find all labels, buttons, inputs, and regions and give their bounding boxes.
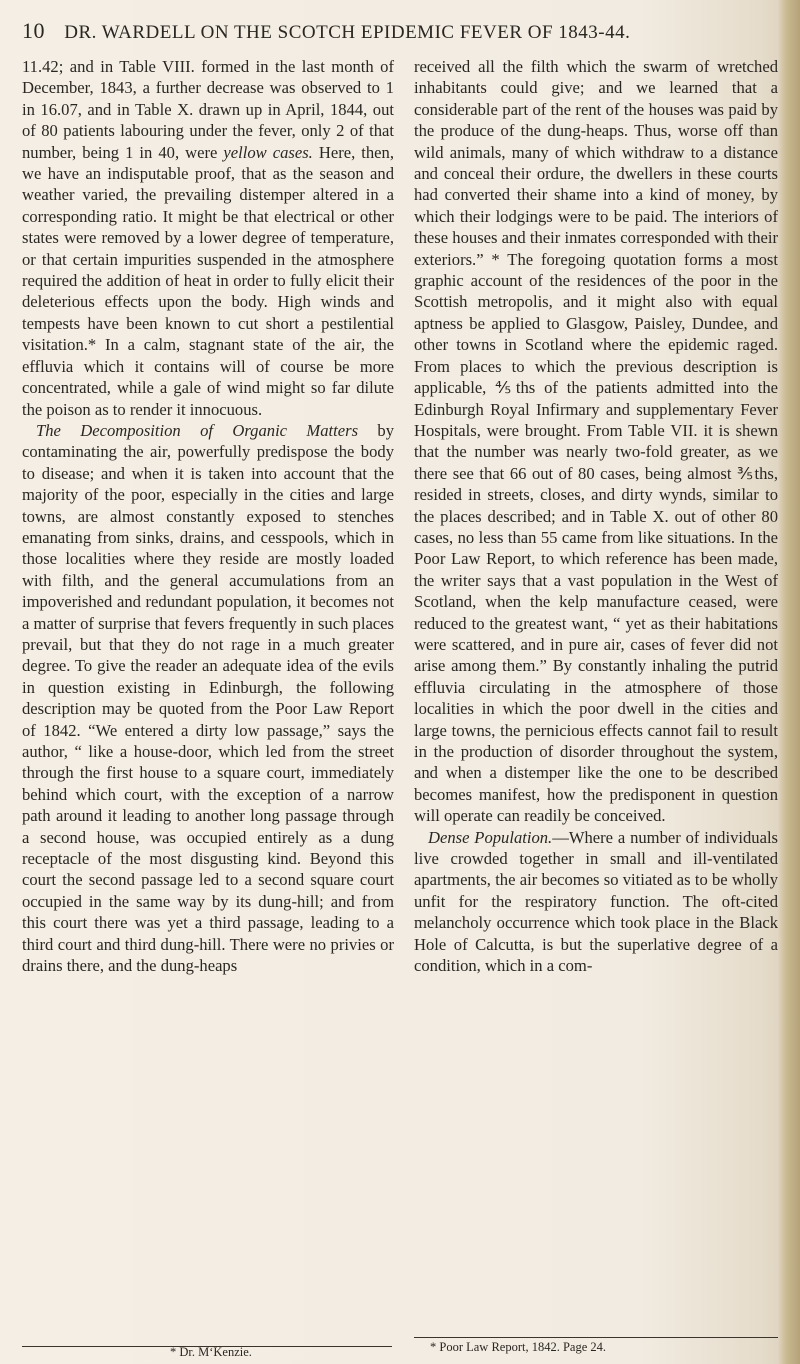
text-run: Here, then, we have an indisputable proof, that as the season and weather varied, the prevailing distemper altered in a corresponding ratio. It might be that electrical or other states were removed by a lower degree of temperature, or that certain impurities suspended in the atmosphere required the addition of heat in order to fully elicit their deleterious effects upon the body. High winds and tempests have been known to cut short a pestilential visitation.* In a calm, stagnant state of the air, the effluvia which it contains will of course be more concentrated, while a gale of wind might so far dilute the poison as to render it innocuous.: [22, 142, 394, 419]
left-column: [22, 56, 394, 976]
right-paragraph-1: received all the filth which the swarm of wretched inhabitants could give; and we learned that a considerable part of the rent of the houses was paid by the produce of the dung-heaps. Thus, worse off than wild animals, many of which withdraw to a distance and conceal their ordure, the dwellers in these courts had converted their shame into a kind of money, by which their lodgings were to be paid. The interiors of these houses and their inmates corresponded with their exteriors.” * The foregoing quotation forms a most graphic account of the residences of the poor in the Scottish metropolis, and it might also with equal aptness be applied to Glasgow, Paisley, Dundee, and other towns in Scotland where the epidemic raged. From places to which the previous description is applicable, ⅘ths of the patients admitted into the Edinburgh Royal Infirmary and supplementary Fever Hospitals, were brought. From Table VII. it is shewn that the number was nearly two-fold greater, as we there see that 66 out of 80 cases, being almost ⅗ths, resided in streets, closes, and dirty wynds, similar to the places described; and in Table X. out of other 80 cases, no less than 55 came from like situations. In the Poor Law Report, to which reference has been made, the writer says that a vast population in the West of Scotland, when the kelp manufacture ceased, were reduced to the greatest want, “ yet as their habitations were scattered, and in pure air, cases of fever did not arise among them.” By constantly inhaling the putrid effluvia circulating in the atmosphere of those localities in which the poor dwell in the cities and large towns, the pernicious effects cannot fail to result in the production of disorder throughout the system, and when a distemper like the one to be described becomes manifest, how the predisponent in question will operate can readily be conceived.: [414, 57, 778, 826]
text-run: by contaminating the air, powerfully predispose the body to disease; and when it is taken into account that the majority of the poor, especially in the cities and large towns, are almost constantly exposed to stenches emanating from sinks, drains, and cesspools, which in those localities where they reside are mostly loaded with filth, and the general accumulations from an impoverished and redundant population, it becomes not a matter of surprise that fevers frequently in such places prevail, but that they do not rage in a much greater degree. To give the reader an adequate idea of the evils in question existing in Edinburgh, the following description may be quoted from the Poor Law Report of 1842. “We entered a dirty low passage,” says the author, “ like a house-door, which led from the street through the first house to a square court, immediately behind which court, with the exception of a narrow path around it leading to another long passage through a second house, was occupied entirely as a dung receptacle of the most disgusting kind. Beyond this court the second passage led to a second square court occupied in the same way by its dung-hill; and from this court there was yet a third passage, leading to a third court and third dung-hill. There were no privies or drains there, and the dung-heaps: [22, 420, 394, 976]
text-run: 11.42; and in Table VIII. formed in the last month of December, 1843, a further decrease was observed to 1 in 16.07, and in Table X. drawn up in April, 1844, out of 80 patients labouring under the fever, only 2 of that number, being 1 in 40, were: [22, 57, 394, 162]
section-heading-dense-population: Dense Population.: [428, 827, 553, 847]
right-paragraph-2: [414, 827, 778, 977]
emphasis-yellow-cases: yellow cases.: [223, 142, 313, 162]
left-paragraph-1: [22, 56, 394, 420]
section-heading-decomposition: The Decomposition of Organic Matters: [36, 420, 359, 440]
text-run: —Where a number of individuals live crowded together in small and ill-ventilated apartments, the air becomes so vitiated as to be wholly unfit for the respiratory function. The oft-cited melancholy occurrence which took place in the Black Hole of Calcutta, is but the superlative degree of a condition, which in a com-: [414, 827, 779, 976]
footnote-left: * Dr. M‘Kenzie.: [170, 1345, 252, 1359]
footnote-rule-right: [414, 1337, 778, 1338]
left-paragraph-2: [22, 420, 394, 977]
page-edge-shadow: [778, 0, 800, 1364]
running-header: [22, 18, 782, 44]
running-title: DR. WARDELL ON THE SCOTCH EPIDEMIC FEVER OF 1843-44.: [64, 22, 631, 43]
right-column: [414, 56, 778, 976]
page-number: 10: [22, 18, 45, 43]
footnote-right: * Poor Law Report, 1842. Page 24.: [430, 1340, 607, 1354]
